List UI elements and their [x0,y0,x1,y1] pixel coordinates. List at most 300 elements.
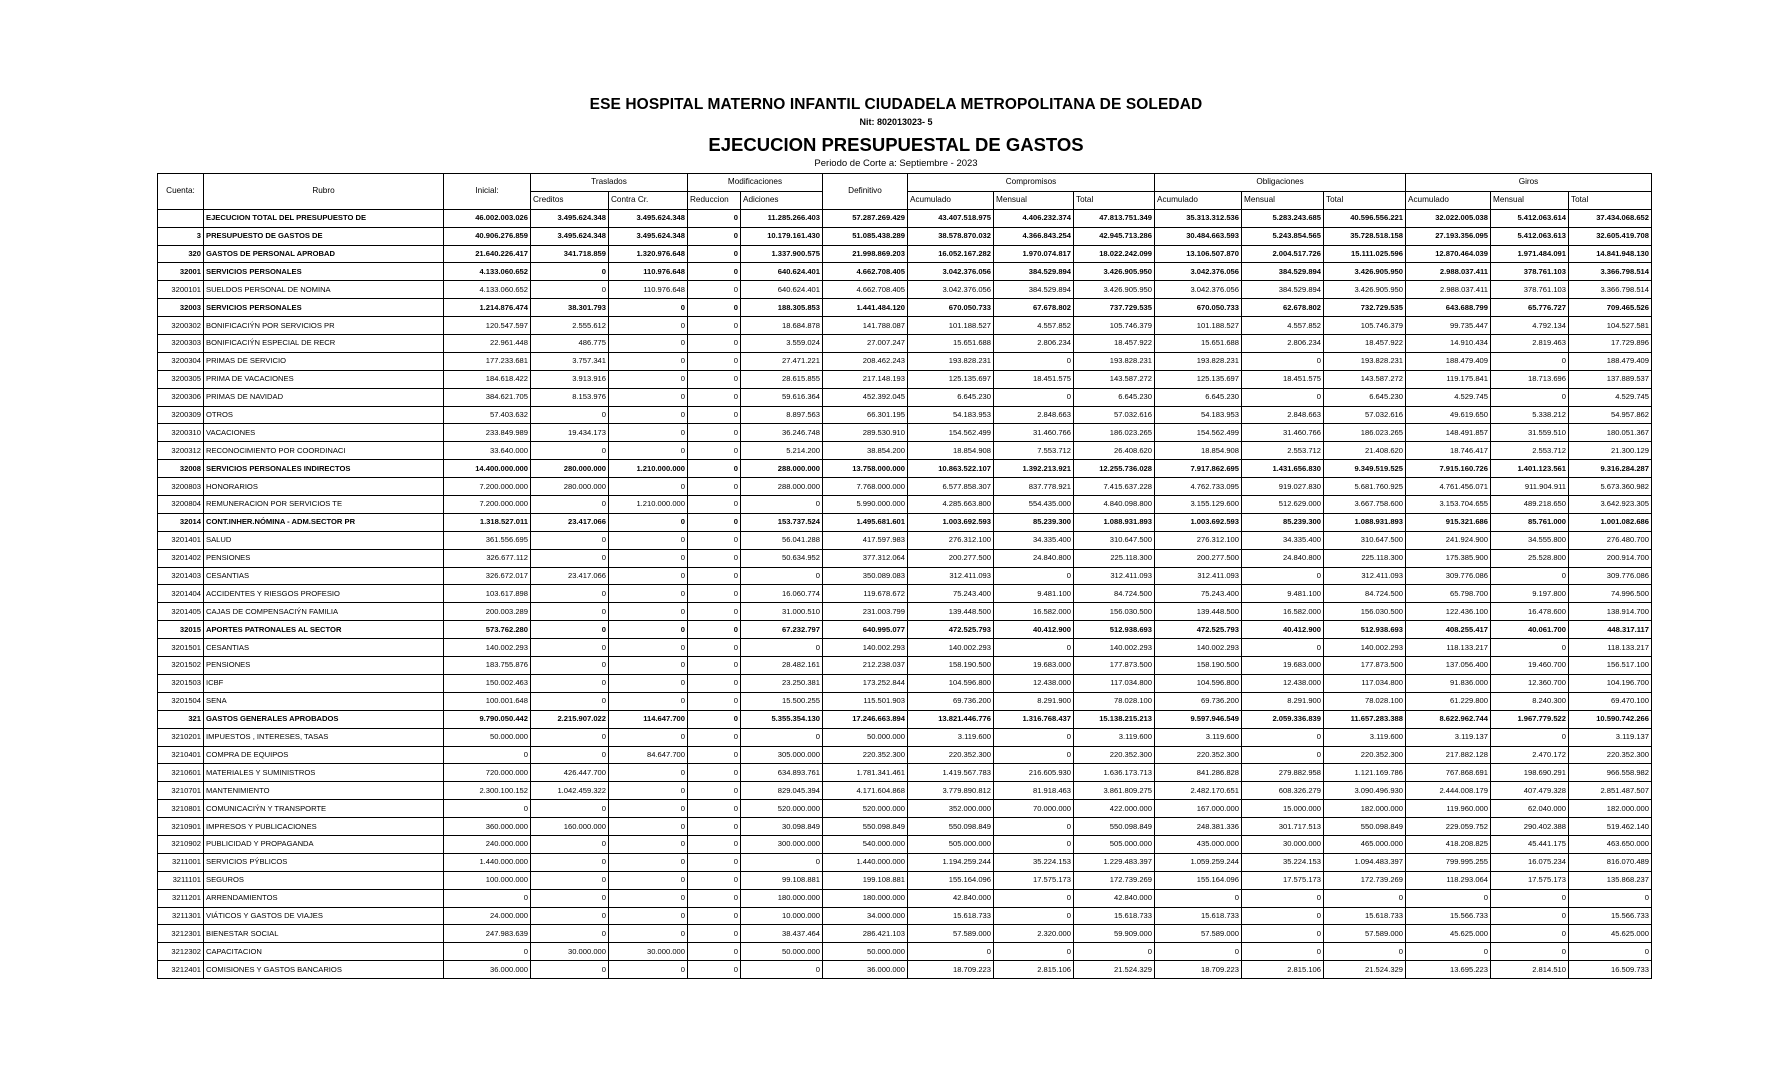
cell-definitivo: 286.421.103 [823,925,908,943]
cell-creditos: 0 [531,639,609,657]
cell-creditos: 19.434.173 [531,424,609,442]
cell-rubro: IMPRESOS Y PUBLICACIONES [204,818,444,836]
cell-giros-total: 104.527.581 [1569,317,1652,335]
cell-compromisos-total: 3.426.905.950 [1074,281,1155,299]
cell-compromisos-total: 310.647.500 [1074,531,1155,549]
cell-adiciones: 520.000.000 [741,800,823,818]
cell-compromisos-mensual: 12.438.000 [994,674,1074,692]
cell-giros-total: 816.070.489 [1569,853,1652,871]
cell-giros-mensual: 378.761.103 [1491,281,1569,299]
cell-definitivo: 38.854.200 [823,442,908,460]
cell-contra-creditos: 0 [609,513,688,531]
cell-creditos: 280.000.000 [531,460,609,478]
cell-compromisos-total: 7.415.637.228 [1074,478,1155,496]
cell-compromisos-acumulado: 0 [908,943,994,961]
cell-creditos: 23.417.066 [531,567,609,585]
cell-giros-total: 709.465.526 [1569,299,1652,317]
col-obligaciones-total: Total [1324,191,1406,209]
cell-giros-acumulado: 91.836.000 [1406,674,1491,692]
cell-definitivo: 21.998.869.203 [823,245,908,263]
cell-creditos: 0 [531,800,609,818]
cell-rubro: SERVICIOS PERSONALES [204,299,444,317]
cell-inicial: 24.000.000 [444,907,531,925]
cell-obligaciones-acumulado: 101.188.527 [1155,317,1242,335]
cell-cuenta: 321 [158,710,204,728]
cell-creditos: 0 [531,889,609,907]
table-row [158,603,1652,621]
cell-rubro: SEGUROS [204,871,444,889]
cell-compromisos-total: 59.909.000 [1074,925,1155,943]
cell-definitivo: 4.171.604.868 [823,782,908,800]
cell-obligaciones-mensual: 31.460.766 [1242,424,1324,442]
cell-obligaciones-total: 9.349.519.525 [1324,460,1406,478]
cell-obligaciones-acumulado: 193.828.231 [1155,352,1242,370]
cell-cuenta: 3210701 [158,782,204,800]
cell-adiciones: 50.634.952 [741,549,823,567]
col-group-compromisos: Compromisos [908,174,1155,192]
cell-rubro: PRIMAS DE NAVIDAD [204,388,444,406]
cell-giros-total: 10.590.742.266 [1569,710,1652,728]
table-body [158,209,1652,978]
cell-giros-total: 519.462.140 [1569,818,1652,836]
cell-adiciones: 99.108.881 [741,871,823,889]
cell-inicial: 0 [444,746,531,764]
cell-definitivo: 350.089.083 [823,567,908,585]
cell-creditos: 0 [531,835,609,853]
cell-obligaciones-total: 3.426.905.950 [1324,281,1406,299]
cell-giros-mensual: 0 [1491,639,1569,657]
cell-obligaciones-mensual: 35.224.153 [1242,853,1324,871]
cell-contra-creditos: 84.647.700 [609,746,688,764]
cell-compromisos-total: 1.088.931.893 [1074,513,1155,531]
cell-giros-total: 463.650.000 [1569,835,1652,853]
cell-rubro: CAJAS DE COMPENSACIÝN FAMILIA [204,603,444,621]
cell-compromisos-total: 78.028.100 [1074,692,1155,710]
cell-giros-mensual: 65.776.727 [1491,299,1569,317]
cell-compromisos-acumulado: 472.525.793 [908,621,994,639]
cell-obligaciones-acumulado: 220.352.300 [1155,746,1242,764]
cell-inicial: 9.790.050.442 [444,710,531,728]
cell-obligaciones-acumulado: 158.190.500 [1155,657,1242,675]
cell-reduccion: 0 [688,925,741,943]
cell-reduccion: 0 [688,639,741,657]
cell-obligaciones-acumulado: 0 [1155,889,1242,907]
cell-reduccion: 0 [688,728,741,746]
cell-obligaciones-total: 3.426.905.950 [1324,263,1406,281]
cell-cuenta: 3201401 [158,531,204,549]
cell-rubro: PENSIONES [204,657,444,675]
cell-giros-acumulado: 14.910.434 [1406,335,1491,353]
cell-definitivo: 208.462.243 [823,352,908,370]
cell-obligaciones-mensual: 18.451.575 [1242,370,1324,388]
cell-compromisos-mensual: 1.316.768.437 [994,710,1074,728]
cell-inicial: 384.621.705 [444,388,531,406]
cell-obligaciones-acumulado: 3.155.129.600 [1155,496,1242,514]
cell-giros-acumulado: 3.153.704.655 [1406,496,1491,514]
cell-cuenta: 3201504 [158,692,204,710]
cell-inicial: 1.440.000.000 [444,853,531,871]
cell-giros-mensual: 290.402.388 [1491,818,1569,836]
table-row [158,424,1652,442]
cell-adiciones: 0 [741,728,823,746]
cell-compromisos-acumulado: 4.285.663.800 [908,496,994,514]
cell-cuenta: 3200804 [158,496,204,514]
cell-giros-total: 138.914.700 [1569,603,1652,621]
table-row [158,549,1652,567]
table-row [158,209,1652,227]
cell-giros-total: 15.566.733 [1569,907,1652,925]
cell-definitivo: 417.597.983 [823,531,908,549]
cell-rubro: CAPACITACION [204,943,444,961]
cell-cuenta: 32001 [158,263,204,281]
cell-adiciones: 28.482.161 [741,657,823,675]
cell-adiciones: 59.616.364 [741,388,823,406]
cell-creditos: 1.042.459.322 [531,782,609,800]
cell-giros-mensual: 45.441.175 [1491,835,1569,853]
table-row [158,961,1652,979]
cell-contra-creditos: 0 [609,818,688,836]
cell-compromisos-mensual: 0 [994,639,1074,657]
cell-giros-acumulado: 8.622.962.744 [1406,710,1491,728]
cell-adiciones: 31.000.510 [741,603,823,621]
cell-obligaciones-total: 156.030.500 [1324,603,1406,621]
cell-adiciones: 300.000.000 [741,835,823,853]
cell-obligaciones-mensual: 4.557.852 [1242,317,1324,335]
cell-compromisos-total: 18.457.922 [1074,335,1155,353]
cell-giros-total: 17.729.896 [1569,335,1652,353]
cell-rubro: COMISIONES Y GASTOS BANCARIOS [204,961,444,979]
cell-giros-total: 309.776.086 [1569,567,1652,585]
cell-reduccion: 0 [688,889,741,907]
cell-rubro: MANTENIMIENTO [204,782,444,800]
cell-giros-total: 137.889.537 [1569,370,1652,388]
cell-adiciones: 15.500.255 [741,692,823,710]
cell-rubro: CESANTIAS [204,639,444,657]
cell-obligaciones-acumulado: 6.645.230 [1155,388,1242,406]
cell-obligaciones-total: 21.524.329 [1324,961,1406,979]
cell-giros-mensual: 34.555.800 [1491,531,1569,549]
cell-adiciones: 1.337.900.575 [741,245,823,263]
cell-compromisos-mensual: 19.683.000 [994,657,1074,675]
table-row [158,889,1652,907]
cell-inicial: 4.133.060.652 [444,281,531,299]
cell-obligaciones-total: 1.121.169.786 [1324,764,1406,782]
col-compromisos-acumulado: Acumulado [908,191,994,209]
cell-compromisos-total: 57.032.616 [1074,406,1155,424]
cell-compromisos-mensual: 4.366.843.254 [994,227,1074,245]
cell-giros-total: 156.517.100 [1569,657,1652,675]
cell-cuenta: 3201503 [158,674,204,692]
cell-giros-total: 16.509.733 [1569,961,1652,979]
cell-obligaciones-acumulado: 248.381.336 [1155,818,1242,836]
cell-obligaciones-mensual: 0 [1242,352,1324,370]
table-row [158,227,1652,245]
cell-contra-creditos: 0 [609,889,688,907]
cell-creditos: 0 [531,263,609,281]
cell-cuenta: 3210401 [158,746,204,764]
cell-giros-total: 3.366.798.514 [1569,281,1652,299]
cell-inicial: 50.000.000 [444,728,531,746]
cell-definitivo: 57.287.269.429 [823,209,908,227]
cell-cuenta: 320 [158,245,204,263]
cell-cuenta: 3212302 [158,943,204,961]
table-row [158,317,1652,335]
cell-definitivo: 4.662.708.405 [823,263,908,281]
cell-reduccion: 0 [688,818,741,836]
cell-giros-acumulado: 99.735.447 [1406,317,1491,335]
cell-giros-total: 5.673.360.982 [1569,478,1652,496]
cell-compromisos-acumulado: 200.277.500 [908,549,994,567]
cell-giros-total: 9.316.284.287 [1569,460,1652,478]
table-row [158,925,1652,943]
cell-contra-creditos: 0 [609,406,688,424]
table-row [158,692,1652,710]
cell-obligaciones-acumulado: 670.050.733 [1155,299,1242,317]
cell-definitivo: 289.530.910 [823,424,908,442]
cell-inicial: 57.403.632 [444,406,531,424]
cell-obligaciones-total: 105.746.379 [1324,317,1406,335]
cell-inicial: 100.001.648 [444,692,531,710]
cell-rubro: SERVICIOS PERSONALES [204,263,444,281]
cell-giros-acumulado: 12.870.464.039 [1406,245,1491,263]
cell-compromisos-total: 21.524.329 [1074,961,1155,979]
cell-cuenta: 3201501 [158,639,204,657]
cell-obligaciones-mensual: 0 [1242,567,1324,585]
cell-creditos: 0 [531,871,609,889]
cell-compromisos-acumulado: 10.863.522.107 [908,460,994,478]
cell-giros-acumulado: 122.436.100 [1406,603,1491,621]
cell-compromisos-mensual: 0 [994,818,1074,836]
cell-giros-acumulado: 2.988.037.411 [1406,281,1491,299]
cell-obligaciones-total: 1.088.931.893 [1324,513,1406,531]
cell-obligaciones-total: 140.002.293 [1324,639,1406,657]
cell-giros-mensual: 4.792.134 [1491,317,1569,335]
cell-adiciones: 3.559.024 [741,335,823,353]
cell-cuenta: 3200302 [158,317,204,335]
col-giros-mensual: Mensual [1491,191,1569,209]
cell-obligaciones-total: 177.873.500 [1324,657,1406,675]
cell-rubro: ACCIDENTES Y RIESGOS PROFESIO [204,585,444,603]
cell-reduccion: 0 [688,710,741,728]
cell-compromisos-total: 140.002.293 [1074,639,1155,657]
cell-definitivo: 13.758.000.000 [823,460,908,478]
cell-inicial: 33.640.000 [444,442,531,460]
cutoff-period: Periodo de Corte a: Septiembre - 2023 [814,158,978,169]
table-row [158,621,1652,639]
cell-obligaciones-total: 78.028.100 [1324,692,1406,710]
cell-giros-acumulado: 188.479.409 [1406,352,1491,370]
cell-rubro: BIENESTAR SOCIAL [204,925,444,943]
cell-reduccion: 0 [688,567,741,585]
cell-compromisos-total: 6.645.230 [1074,388,1155,406]
cell-obligaciones-mensual: 2.059.336.839 [1242,710,1324,728]
cell-obligaciones-acumulado: 1.059.259.244 [1155,853,1242,871]
cell-rubro: COMPRA DE EQUIPOS [204,746,444,764]
cell-definitivo: 115.501.903 [823,692,908,710]
cell-compromisos-mensual: 24.840.800 [994,549,1074,567]
cell-obligaciones-mensual: 2.815.106 [1242,961,1324,979]
cell-obligaciones-acumulado: 18.709.223 [1155,961,1242,979]
cell-definitivo: 231.003.799 [823,603,908,621]
cell-cuenta: 32015 [158,621,204,639]
cell-obligaciones-mensual: 8.291.900 [1242,692,1324,710]
cell-giros-mensual: 1.967.779.522 [1491,710,1569,728]
cell-contra-creditos: 0 [609,621,688,639]
cell-definitivo: 540.000.000 [823,835,908,853]
cell-adiciones: 288.000.000 [741,460,823,478]
cell-adiciones: 10.000.000 [741,907,823,925]
table-row [158,352,1652,370]
cell-giros-total: 118.133.217 [1569,639,1652,657]
cell-rubro: GASTOS GENERALES APROBADOS [204,710,444,728]
cell-cuenta: 3201404 [158,585,204,603]
cell-rubro: HONORARIOS [204,478,444,496]
cell-giros-mensual: 0 [1491,943,1569,961]
table-row [158,800,1652,818]
cell-reduccion: 0 [688,549,741,567]
cell-cuenta: 3201502 [158,657,204,675]
cell-definitivo: 180.000.000 [823,889,908,907]
cell-compromisos-total: 0 [1074,943,1155,961]
cell-rubro: SERVICIOS PERSONALES INDIRECTOS [204,460,444,478]
cell-definitivo: 550.098.849 [823,818,908,836]
cell-compromisos-mensual: 7.553.712 [994,442,1074,460]
cell-creditos: 0 [531,925,609,943]
table-row [158,764,1652,782]
cell-creditos: 426.447.700 [531,764,609,782]
cell-obligaciones-total: 6.645.230 [1324,388,1406,406]
cell-compromisos-mensual: 384.529.894 [994,281,1074,299]
cell-obligaciones-total: 40.596.556.221 [1324,209,1406,227]
cell-giros-total: 45.625.000 [1569,925,1652,943]
cell-reduccion: 0 [688,209,741,227]
cell-obligaciones-total: 312.411.093 [1324,567,1406,585]
cell-giros-acumulado: 45.625.000 [1406,925,1491,943]
col-cuenta: Cuenta: [158,174,204,210]
cell-rubro: BONIFICACIÝN ESPECIAL DE RECR [204,335,444,353]
col-group-obligaciones: Obligaciones [1155,174,1406,192]
table-row [158,335,1652,353]
cell-contra-creditos: 0 [609,835,688,853]
table-row [158,639,1652,657]
cell-compromisos-mensual: 0 [994,352,1074,370]
cell-inicial: 0 [444,800,531,818]
cell-contra-creditos: 0 [609,692,688,710]
cell-creditos: 0 [531,621,609,639]
cell-obligaciones-mensual: 384.529.894 [1242,263,1324,281]
cell-reduccion: 0 [688,674,741,692]
cell-rubro: VACACIONES [204,424,444,442]
cell-contra-creditos: 0 [609,603,688,621]
cell-obligaciones-mensual: 2.004.517.726 [1242,245,1324,263]
cell-compromisos-acumulado: 220.352.300 [908,746,994,764]
cell-compromisos-total: 117.034.800 [1074,674,1155,692]
cell-obligaciones-mensual: 512.629.000 [1242,496,1324,514]
cell-definitivo: 199.108.881 [823,871,908,889]
cell-inicial: 0 [444,889,531,907]
cell-obligaciones-mensual: 15.000.000 [1242,800,1324,818]
cell-obligaciones-mensual: 301.717.513 [1242,818,1324,836]
cell-adiciones: 634.893.761 [741,764,823,782]
cell-cuenta: 3211201 [158,889,204,907]
cell-obligaciones-acumulado: 75.243.400 [1155,585,1242,603]
cell-inicial: 247.983.639 [444,925,531,943]
cell-definitivo: 34.000.000 [823,907,908,925]
cell-giros-acumulado: 2.988.037.411 [1406,263,1491,281]
cell-adiciones: 188.305.853 [741,299,823,317]
table-row [158,281,1652,299]
cell-obligaciones-total: 15.618.733 [1324,907,1406,925]
cell-reduccion: 0 [688,782,741,800]
cell-giros-acumulado: 175.385.900 [1406,549,1491,567]
cell-rubro: IMPUESTOS , INTERESES, TASAS [204,728,444,746]
cell-compromisos-total: 505.000.000 [1074,835,1155,853]
cell-inicial: 573.762.280 [444,621,531,639]
report-title: EJECUCION PRESUPUESTAL DE GASTOS [708,134,1084,155]
cell-creditos: 0 [531,728,609,746]
cell-giros-acumulado: 119.960.000 [1406,800,1491,818]
cell-definitivo: 640.995.077 [823,621,908,639]
cell-compromisos-mensual: 1.392.213.921 [994,460,1074,478]
cell-adiciones: 180.000.000 [741,889,823,907]
cell-obligaciones-total: 1.094.483.397 [1324,853,1406,871]
cell-giros-mensual: 0 [1491,889,1569,907]
cell-reduccion: 0 [688,585,741,603]
cell-obligaciones-total: 84.724.500 [1324,585,1406,603]
cell-giros-total: 2.851.487.507 [1569,782,1652,800]
cell-obligaciones-mensual: 2.553.712 [1242,442,1324,460]
cell-reduccion: 0 [688,335,741,353]
cell-giros-mensual: 25.528.800 [1491,549,1569,567]
cell-giros-mensual: 2.819.463 [1491,335,1569,353]
cell-inicial: 233.849.989 [444,424,531,442]
cell-definitivo: 36.000.000 [823,961,908,979]
cell-giros-total: 3.366.798.514 [1569,263,1652,281]
cell-definitivo: 1.781.341.461 [823,764,908,782]
cell-adiciones: 11.285.266.403 [741,209,823,227]
cell-obligaciones-total: 5.681.760.925 [1324,478,1406,496]
table-row [158,513,1652,531]
cell-compromisos-mensual: 67.678.802 [994,299,1074,317]
cell-contra-creditos: 110.976.648 [609,281,688,299]
cell-cuenta: 3210201 [158,728,204,746]
cell-giros-total: 4.529.745 [1569,388,1652,406]
cell-cuenta: 3211101 [158,871,204,889]
cell-rubro: SENA [204,692,444,710]
organization-name: ESE HOSPITAL MATERNO INFANTIL CIUDADELA METROPOLITANA DE SOLEDAD [589,96,1203,113]
cell-compromisos-mensual: 0 [994,567,1074,585]
cell-obligaciones-total: 186.023.265 [1324,424,1406,442]
cell-rubro: GASTOS DE PERSONAL APROBAD [204,245,444,263]
cell-compromisos-acumulado: 38.578.870.032 [908,227,994,245]
cell-obligaciones-acumulado: 472.525.793 [1155,621,1242,639]
cell-creditos: 0 [531,585,609,603]
table-row [158,818,1652,836]
cell-giros-mensual: 0 [1491,388,1569,406]
cell-creditos: 0 [531,692,609,710]
cell-inicial: 7.200.000.000 [444,496,531,514]
cell-definitivo: 141.788.087 [823,317,908,335]
header-row-groups [158,174,1652,192]
cell-reduccion: 0 [688,388,741,406]
cell-contra-creditos: 114.647.700 [609,710,688,728]
cell-adiciones: 30.098.849 [741,818,823,836]
cell-creditos: 0 [531,549,609,567]
cell-compromisos-total: 18.022.242.099 [1074,245,1155,263]
cell-compromisos-acumulado: 6.577.858.307 [908,478,994,496]
cell-definitivo: 452.392.045 [823,388,908,406]
cell-compromisos-total: 312.411.093 [1074,567,1155,585]
